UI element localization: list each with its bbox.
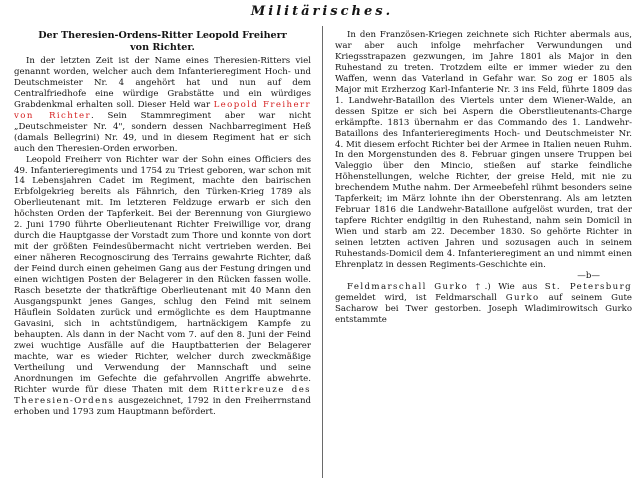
paragraph-2-text: Leopold Freiherr von Richter war der Sohn eines Officiers des 49. Infanterieregiments und 1754 zu Triest geboren, war schon mit 14 Lebensjahren Cadet im Regiment, machte den bairischen Erbfolgekrieg bereits als Fähnrich, den Türken-Krieg 1789 als Oberlieutenant mit. Im letzteren Feldzuge erwarb er sich den höchsten Orden der Tapferkeit. Bei der Berennung von Giurgiewo 2. Juni 1790 führte Oberlieutenant Richter Freiwillige vor, drang durch die Hauptgasse der Vorstadt zum Thore und konnte von dort mit der größten Feindesübermacht nicht vertrieben werden. Bei einer näheren Recognoscirung des Terrains gewahrte Richter, daß der Feind durch einen geheimen Gang aus der Festung dringen und einen wichtigen Posten der Belagerer in den Rücken fassen wolle. Rasch besetzte der thatkräftige Oberlieutenant mit 40 Mann den Ausgangspunkt jenes Ganges, schlug den Feind mit seinem Häuflein Soldaten zurück und ermöglichte es dem Hauptmanne Gavasini, sich in achtstündigem, hartnäckigem Kampfe zu behaupten. Als dann in der Nacht vom 7. auf den 8. Juni der Feind zwei wuchtige Ausfälle auf die Hauptbatterien der Belagerer machte, war es wieder Richter, welcher durch zweckmäßige Vertheilung und Verwendung der Mannschaft und seine Anordnungen im Gefechte die gefahrvollen Angriffe abwehrte. Richter wurde für diese Thaten mit dem: [14, 154, 311, 395]
section-heading: Militärisches.: [250, 4, 394, 19]
order-name: Ritterkreuze des Theresien-Ordens: [14, 384, 311, 406]
paragraph-4: [335, 282, 632, 326]
notice-text-1: †.) Wie aus: [475, 281, 538, 292]
paragraph-1: [14, 56, 311, 155]
left-column: [14, 30, 311, 417]
notice-name: Gurko: [434, 281, 469, 292]
paragraph-2: [14, 155, 311, 418]
highlighted-name: Leopold Freiherr von Richter: [14, 99, 311, 121]
notice-text-2: gemeldet wird, ist Feldmarschall: [335, 292, 497, 303]
paragraph-1-start: In der letzten Zeit ist der Name eines Theresien-Ritters viel genannt worden, welcher auch dem Infanterieregiment Hoch- und Deutschmeister Nr. 4 angehört hat und nun auf dem Centralfriedhofe eine würdige Grabstätte und ein würdiges Grabdenkmal erhalten soll. Dieser Held war: [14, 56, 311, 110]
notice-city: St. Petersburg: [544, 281, 633, 292]
article-title-line-2: von Richter.: [130, 41, 195, 53]
notice-title: Feldmarschall: [347, 281, 427, 292]
article-title: [14, 30, 311, 53]
notice-text-3: auf seinem Gute Sacharow bei Twer gestorben. Joseph Wladimirowitsch Gurko entstammte: [335, 292, 633, 325]
paragraph-2-end: ausgezeichnet, 1792 in den Freiherrnstand erhoben und 1793 zum Hauptmann befördert.: [14, 395, 311, 417]
paragraph-1-end: . Sein Stammregiment aber war nicht „Deutschmeister Nr. 4", sondern dessen Nachbarregiment Heß (damals Bellegrini) Nr. 49, und in diesem Regiment hat er sich auch den Theresien-Orden erworben.: [14, 110, 311, 154]
notice-name-2: Gurko: [505, 292, 540, 303]
right-column: [335, 30, 632, 326]
article-title-line-1: Der Theresien-Ordens-Ritter Leopold Freiherr: [38, 30, 287, 41]
column-divider: [322, 26, 323, 478]
paragraph-3: In den Französen-Kriegen zeichnete sich Richter abermals aus, war aber auch infolge mehrfacher Verwundungen und Kriegsstrapazen gezwungen, im Jahre 1801 als Major in den Ruhestand zu treten. Trotzdem eilte er immer wieder zu den Waffen, wenn das Vaterland in Gefahr war. So zog er 1805 als Major mit Erzherzog Karl-Infanterie Nr. 3 ins Feld, führte 1809 das 1. Landwehr-Bataillon des Viertels unter dem Wiener-Walde, an dessen Spitze er sich bei Aspern die Oberstlieutenants-Charge erkämpfte. 1813 übernahm er das Commando des 1. Landwehr-Bataillons des Infanterieregiments Hoch- und Deutschmeister Nr. 4. Mit diesem erfocht Richter bei der Armee in Italien neuen Ruhm. In den Morgenstunden des 8. Februar gingen unsere Truppen bei Valeggio über den Mincio, stießen auf starke feindliche Höhenstellungen, welche Richter, der greise Held, mit nie zu brechendem Muthe nahm. Der Armeebefehl rühmt besonders seine Tapferkeit; im März lohnte ihn der Oberstenrang. Als am letzten Februar 1816 die Landwehr-Bataillone aufgelöst wurden, trat der tapfere Richter endgiltig in den Ruhestand, nahm sein Domicil in Wien und starb am 22. December 1830. So gehörte Richter in seinen letzten activen Jahren und sozusagen auch in seinem Ruhestands-Domicil dem 4. Infanterieregiment an und nimmt einen Ehrenplatz in dessen Regiments-Geschichte ein.: [335, 30, 632, 271]
author-signature: —b—: [577, 270, 600, 281]
